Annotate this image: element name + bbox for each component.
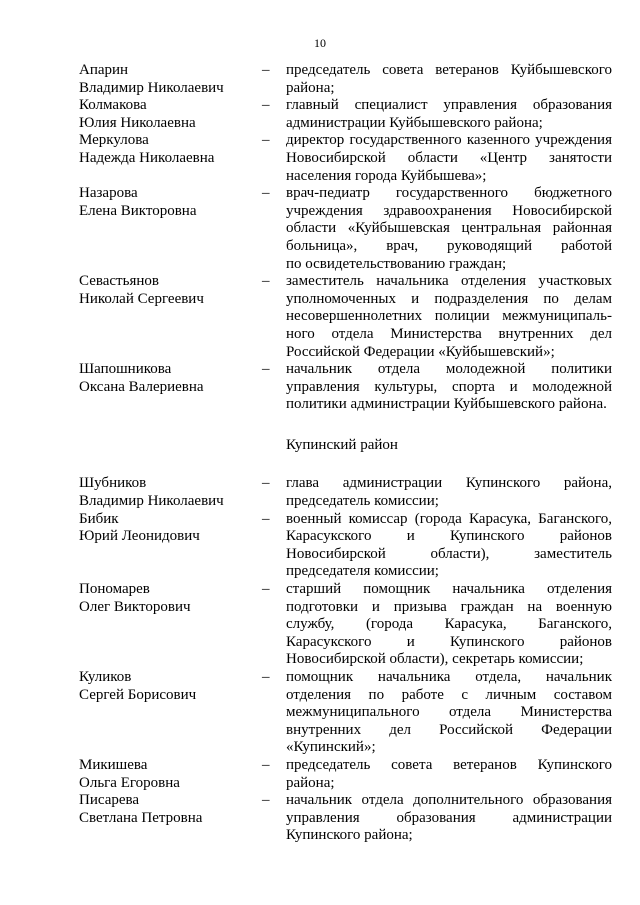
position-line: политики администрации Куйбышевского района. — [286, 396, 607, 413]
member-given-names: Владимир Николаевич — [79, 79, 224, 96]
position-line: Карасукского и Купинского районов — [286, 633, 612, 650]
member-name — [79, 511, 259, 546]
member-surname: Шубников — [79, 475, 147, 492]
member-entry — [0, 511, 640, 581]
member-position — [286, 361, 612, 414]
member-given-names: Елена Викторовна — [79, 202, 197, 219]
member-entry — [0, 581, 640, 669]
position-line: больница», врач, руководящий работой — [286, 237, 612, 254]
position-line: внутренних дел Российской Федерации — [286, 721, 612, 738]
member-name — [79, 185, 259, 220]
commission-roster — [0, 62, 640, 845]
section-title: Купинский район — [286, 436, 398, 453]
member-surname: Апарин — [79, 62, 129, 78]
member-position — [286, 97, 612, 132]
separator-dash: – — [262, 273, 270, 290]
position-line: района; — [286, 774, 335, 791]
member-name — [79, 757, 259, 792]
member-entry — [0, 97, 640, 132]
separator-dash: – — [262, 510, 270, 527]
member-given-names: Олег Викторович — [79, 598, 191, 615]
position-line: Купинского района; — [286, 827, 413, 844]
member-entry — [0, 132, 640, 185]
position-line: Карасукского и Купинского районов — [286, 528, 612, 545]
roster-group-kuibyshev — [0, 62, 640, 414]
position-line: врач-педиатр государственного бюджетного — [286, 185, 612, 202]
position-line: несовершеннолетних полиции межмуниципаль- — [286, 308, 612, 325]
member-surname: Писарева — [79, 792, 140, 809]
position-line: Российской Федерации «Куйбышевский»; — [286, 343, 555, 360]
member-position — [286, 792, 612, 845]
separator-dash: – — [262, 756, 270, 773]
separator-dash: – — [262, 97, 270, 114]
member-surname: Колмакова — [79, 97, 147, 114]
member-name — [79, 792, 259, 827]
member-position — [286, 475, 612, 510]
member-entry — [0, 475, 640, 510]
position-line: глава администрации Купинского района, — [286, 475, 612, 492]
position-line: Новосибирской области), заместитель — [286, 545, 612, 562]
position-line: помощник начальника отдела, начальник — [286, 669, 612, 685]
position-line: старший помощник начальника отделения — [286, 581, 612, 598]
member-position — [286, 132, 612, 185]
member-entry — [0, 361, 640, 414]
member-name — [79, 475, 259, 510]
separator-dash: – — [262, 361, 270, 378]
member-given-names: Сергей Борисович — [79, 686, 197, 703]
position-line: Новосибирской области «Центр занятости — [286, 149, 612, 166]
member-surname: Бибик — [79, 510, 119, 527]
position-line: Новосибирской области), секретарь комиссии; — [286, 651, 584, 668]
member-position — [286, 581, 612, 669]
position-line: главный специалист управления образования — [286, 97, 612, 114]
member-given-names: Оксана Валериевна — [79, 378, 204, 395]
member-surname: Назарова — [79, 185, 138, 202]
member-surname: Микишева — [79, 756, 148, 773]
position-line: населения города Куйбышева»; — [286, 167, 487, 184]
member-given-names: Надежда Николаевна — [79, 149, 215, 166]
member-name — [79, 361, 259, 396]
member-given-names: Владимир Николаевич — [79, 493, 224, 510]
position-line: уполномоченных и подразделения по делам — [286, 290, 612, 307]
separator-dash: – — [262, 669, 270, 685]
member-surname: Куликов — [79, 669, 132, 685]
member-position — [286, 511, 612, 581]
member-name — [79, 581, 259, 616]
member-given-names: Ольга Егоровна — [79, 774, 180, 791]
member-entry — [0, 62, 640, 97]
position-line: начальник отдела молодежной политики — [286, 361, 612, 378]
member-position — [286, 185, 612, 273]
member-position — [286, 669, 612, 757]
member-name — [79, 669, 259, 704]
position-line: начальник отдела дополнительного образования — [286, 792, 612, 809]
position-line: председатель совета ветеранов Купинского — [286, 756, 612, 773]
position-line: службу, (города Карасука, Баганского, — [286, 616, 612, 633]
position-line: отделения по работе с личным составом — [286, 686, 612, 703]
position-line: учреждения здравоохранения Новосибирской — [286, 202, 612, 219]
member-surname: Севастьянов — [79, 273, 159, 290]
separator-dash: – — [262, 132, 270, 149]
position-line: ного отдела Министерства внутренних дел — [286, 325, 612, 342]
member-name — [79, 62, 259, 97]
member-name — [79, 132, 259, 167]
roster-group-kupino — [0, 475, 640, 844]
member-entry — [0, 185, 640, 273]
position-line: председатель совета ветеранов Куйбышевского — [286, 62, 612, 78]
member-entry — [0, 669, 640, 757]
separator-dash: – — [262, 792, 270, 809]
member-entry — [0, 757, 640, 792]
separator-dash: – — [262, 185, 270, 202]
position-line: председателя комиссии; — [286, 563, 439, 580]
position-line: района; — [286, 79, 335, 96]
member-surname: Меркулова — [79, 132, 149, 149]
member-entry — [0, 273, 640, 361]
position-line: подготовки и призыва граждан на военную — [286, 598, 612, 615]
member-entry — [0, 792, 640, 845]
member-given-names: Николай Сергеевич — [79, 290, 204, 307]
position-line: управления культуры, спорта и молодежной — [286, 378, 612, 395]
position-line: «Купинский»; — [286, 739, 376, 756]
member-given-names: Светлана Петровна — [79, 809, 203, 826]
position-line: заместитель начальника отделения участковых — [286, 273, 612, 290]
position-line: области «Куйбышевская центральная районная — [286, 220, 612, 237]
member-position — [286, 62, 612, 97]
page-number: 10 — [314, 36, 326, 50]
position-line: межмуниципального отдела Министерства — [286, 704, 612, 721]
member-position — [286, 273, 612, 361]
separator-dash: – — [262, 62, 270, 78]
member-name — [79, 97, 259, 132]
member-position — [286, 757, 612, 792]
position-line: администрации Куйбышевского района; — [286, 114, 543, 131]
position-line: военный комиссар (города Карасука, Баганского, — [286, 510, 612, 527]
position-line: управления образования администрации — [286, 809, 612, 826]
position-line: по освидетельствованию граждан; — [286, 255, 507, 272]
member-given-names: Юрий Леонидович — [79, 528, 200, 545]
separator-dash: – — [262, 475, 270, 492]
member-surname: Пономарев — [79, 581, 150, 598]
member-given-names: Юлия Николаевна — [79, 114, 196, 131]
position-line: директор государственного казенного учреждения — [286, 132, 612, 149]
separator-dash: – — [262, 581, 270, 598]
member-name — [79, 273, 259, 308]
member-surname: Шапошникова — [79, 361, 172, 378]
position-line: председатель комиссии; — [286, 493, 439, 510]
